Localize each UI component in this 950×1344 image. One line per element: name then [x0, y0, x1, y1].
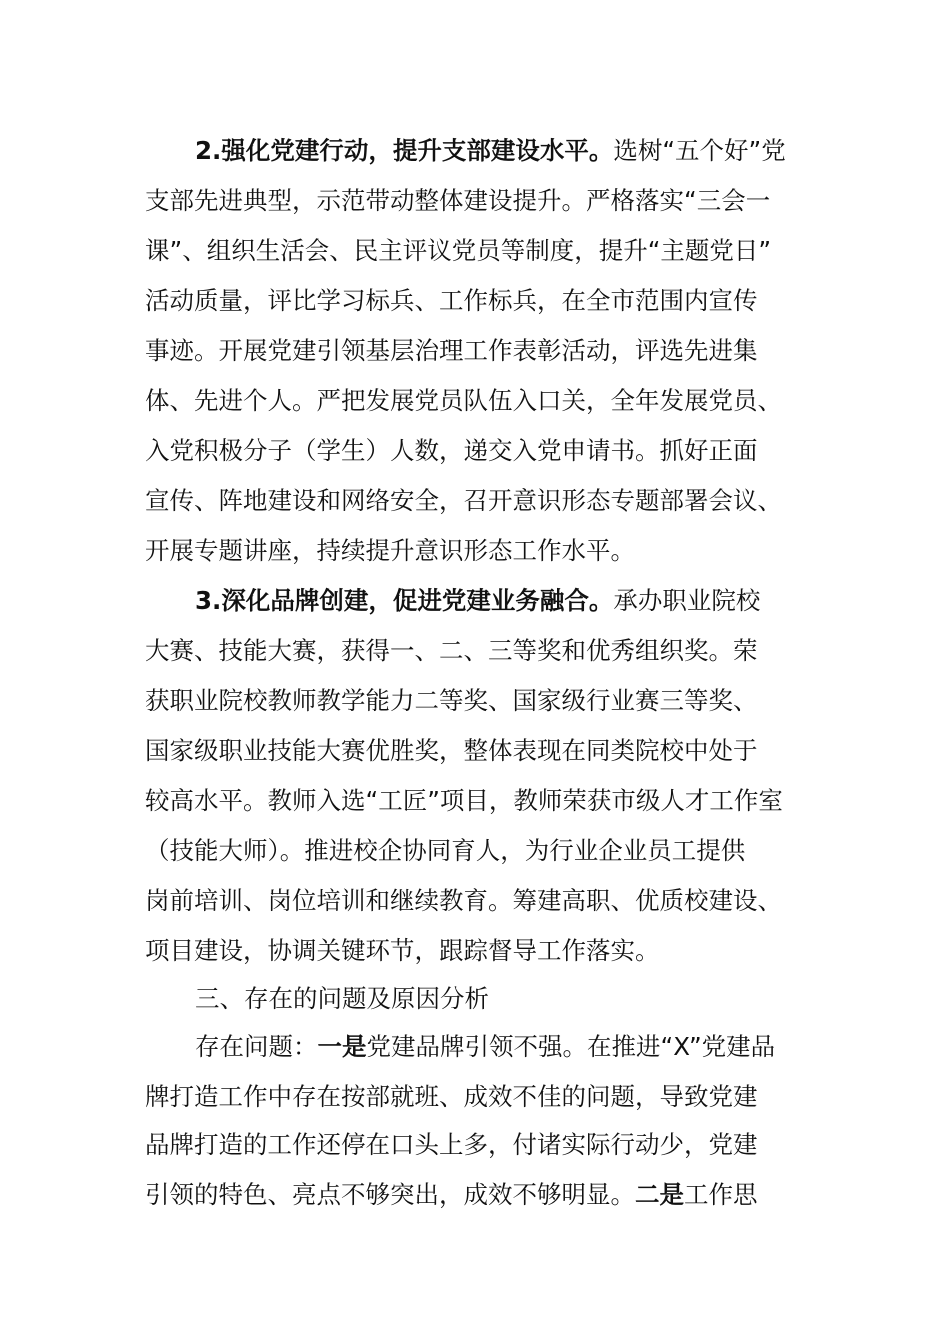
text-run: 存在问题：	[195, 1032, 318, 1061]
text-line	[145, 526, 815, 576]
text-run: 入党积极分子（学生）人数，递交入党申请书。抓好正面	[145, 436, 758, 465]
text-line	[145, 1072, 815, 1122]
text-line	[145, 176, 815, 226]
text-run: 活动质量，评比学习标兵、工作标兵，在全市范围内宣传	[145, 286, 758, 315]
text-run: 选树“五个好”党	[613, 136, 786, 165]
text-line	[145, 876, 815, 926]
text-run: 支部先进典型，示范带动整体建设提升。严格落实“三会一	[145, 186, 771, 215]
text-run: 牌打造工作中存在按部就班、成效不佳的问题，导致党建	[145, 1082, 758, 1111]
section-3-heading: 3.深化品牌创建，促进党建业务融合。	[195, 586, 614, 615]
text-line	[145, 1120, 815, 1170]
point-two-label: 二是	[635, 1180, 684, 1209]
text-run: 岗前培训、岗位培训和继续教育。筹建高职、优质校建设、	[145, 886, 782, 915]
text-run: 承办职业院校	[613, 586, 761, 615]
text-run: 大赛、技能大赛，获得一、二、三等奖和优秀组织奖。荣	[145, 636, 758, 665]
text-run: 引领的特色、亮点不够突出，成效不够明显。	[145, 1180, 635, 1209]
text-run: 党建品牌引领不强。在推进“X”党建品	[366, 1032, 776, 1061]
text-run: 事迹。开展党建引领基层治理工作表彰活动，评选先进集	[145, 336, 758, 365]
text-run: 体、先进个人。严把发展党员队伍入口关，全年发展党员、	[145, 386, 782, 415]
section-2-heading: 2.强化党建行动，提升支部建设水平。	[195, 136, 614, 165]
text-run: 宣传、阵地建设和网络安全，召开意识形态专题部署会议、	[145, 486, 782, 515]
text-line	[145, 926, 815, 976]
text-line	[145, 276, 815, 326]
text-run: 项目建设，协调关键环节，跟踪督导工作落实。	[145, 936, 660, 965]
paragraph-2-heading-line	[195, 126, 815, 176]
section-three-heading: 三、存在的问题及原因分析	[195, 984, 489, 1013]
text-line	[145, 726, 815, 776]
text-run: 开展专题讲座，持续提升意识形态工作水平。	[145, 536, 635, 565]
text-line	[145, 476, 815, 526]
text-line	[145, 426, 815, 476]
text-line	[145, 776, 815, 826]
text-run: 课”、组织生活会、民主评议党员等制度，提升“主题党日”	[145, 236, 772, 265]
text-line	[145, 326, 815, 376]
text-run: （技能大师）。推进校企协同育人，为行业企业员工提供	[145, 836, 746, 865]
text-line	[145, 626, 815, 676]
text-run: 工作思	[684, 1180, 758, 1209]
point-one-label: 一是	[317, 1032, 367, 1061]
text-run: 品牌打造的工作还停在口头上多，付诸实际行动少，党建	[145, 1130, 758, 1159]
text-line	[145, 1170, 815, 1220]
text-line	[145, 676, 815, 726]
text-line	[145, 376, 815, 426]
text-line	[145, 226, 815, 276]
text-run: 较高水平。教师入选“工匠”项目，教师荣获市级人才工作室	[145, 786, 783, 815]
paragraph-3-heading-line	[195, 576, 815, 626]
text-line	[145, 826, 815, 876]
problems-intro-line	[195, 1022, 815, 1072]
text-run: 获职业院校教师教学能力二等奖、国家级行业赛三等奖、	[145, 686, 758, 715]
section-heading-line	[195, 974, 815, 1024]
text-run: 国家级职业技能大赛优胜奖，整体表现在同类院校中处于	[145, 736, 758, 765]
